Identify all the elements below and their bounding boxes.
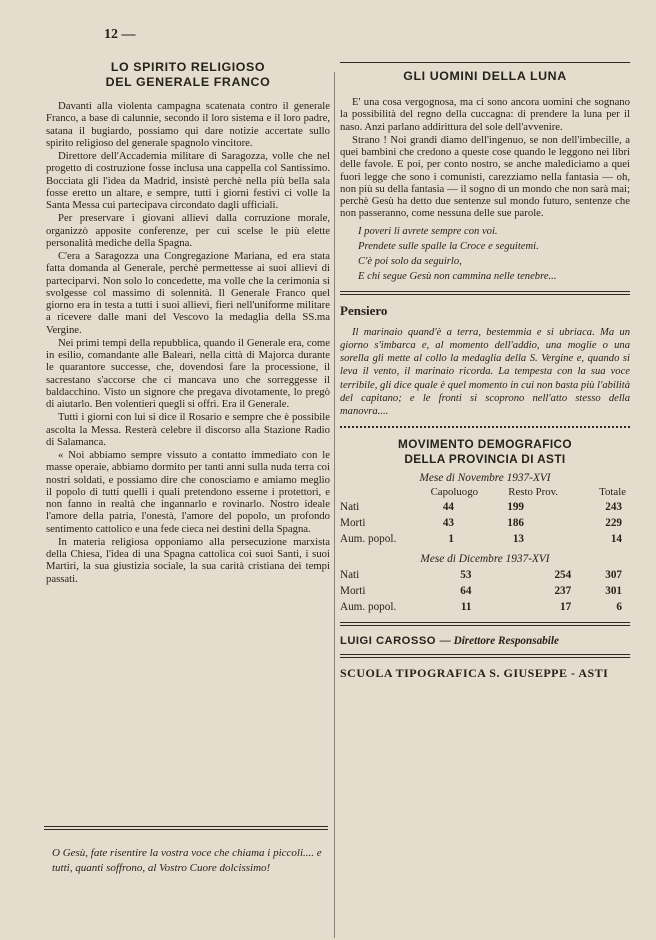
article-paragraph: In materia religiosa opponiamo alla persecuzione marxista della Chiesa, l'idea di una Spagna cattolica coi suoi Santi, i suoi Martiri, la sua giustizia sociale, la sua carità cristiana dei tempi passati.: [46, 535, 330, 585]
pensiero-heading: Pensiero: [340, 302, 388, 318]
page-number: 12 —: [104, 27, 136, 42]
table-header-row: [340, 484, 626, 499]
month-label: Mese di Dicembre 1937-XVI: [420, 552, 550, 565]
column-header: Capoluogo: [430, 485, 478, 498]
verse-line: I poveri li avrete sempre con voi.: [358, 225, 498, 237]
table-row: [340, 499, 626, 515]
demographic-title-line1: MOVIMENTO DEMOGRAFICO: [398, 437, 572, 452]
article-spirito-religioso: [46, 60, 330, 585]
cell-totale: 243: [605, 501, 622, 513]
cell-capoluogo: 11: [460, 600, 472, 613]
row-label: Nati: [340, 501, 360, 513]
article-title: GLI UOMINI DELLA LUNA: [403, 69, 567, 83]
article-uomini-luna: [340, 60, 630, 681]
cell-resto: 13: [512, 532, 524, 545]
column-divider: [334, 72, 335, 938]
section-rule: [340, 291, 630, 295]
verse-line: Prendete sulle spalle la Croce e seguitemi.: [358, 240, 539, 252]
cell-resto: 254: [554, 569, 572, 582]
article-paragraph: « Noi abbiamo sempre vissuto a contatto immediato con le masse operaie, abbiamo dormito per tanti anni sulla nuda terra coi nostri soldati, e possiamo dire che conosciamo e amiamo meglio il popolo di tutti quelli i quali pretendono esserne i protettori, e non fanno in realtà che ingannarlo e rovinarlo. Nostro ideale l'amore della patria, l'onestà, l'amore del popolo, un profondo sentimento cattolico e una fede cieca nei destini della Spagna.: [46, 449, 330, 535]
row-label: Aum. popol.: [340, 600, 397, 613]
demographic-table-december: [340, 568, 626, 615]
article-paragraph: Davanti alla violenta campagna scatenata contro il generale Franco, a base di calunnie, secondo il loro sistema e il loro padre, satana il bugiardo, possiamo qui dare notizie accertate sullo spirito religioso del generale spagnolo vincitore.: [46, 100, 330, 149]
column-header: Resto Prov.: [508, 485, 558, 498]
article-paragraph: Direttore dell'Accademia militare di Saragozza, volle che nel progetto di costruzione fosse inclusa una cappella col Santissimo. Bocciata gli l'idea da Madrid, insistè perchè nella più bella sala fosse eretto un altare, e sempre, tutti i giorni festivi ci volle la Santa Messa cui partecipava circondato dagli ufficiali.: [46, 150, 330, 211]
table-row: [340, 515, 626, 531]
article-paragraph: Tutti i giorni con lui si dice il Rosario e sempre che è possibile ascolta la Messa. Resterà celebre il discorso alla Stazione Radio di Salamanca.: [46, 411, 330, 448]
column-header: Totale: [599, 485, 626, 498]
verse-line: E chi segue Gesù non cammina nelle tenebre...: [358, 271, 557, 283]
cell-capoluogo: 44: [442, 501, 454, 513]
article-title-line1: LO SPIRITO RELIGIOSO: [110, 60, 266, 74]
cell-capoluogo: 1: [448, 532, 454, 545]
closing-quote: O Gesù, fate risentire la vostra voce che chiama i piccoli.... e tutti, quanti soffrono, al Vostro Cuore dolcissimo!: [52, 847, 322, 874]
month-label: Mese di Novembre 1937-XVI: [419, 472, 551, 485]
director-line: [340, 635, 630, 647]
cell-resto: 199: [507, 501, 524, 513]
cell-resto: 237: [554, 585, 572, 598]
cell-totale: 14: [610, 532, 622, 545]
article-paragraph: E' una cosa vergognosa, ma ci sono ancora uomini che sognano la possibilità del regno della cuccagna: di prendere la luna per il naso. Anzi parlano addirittura del sole dell'avvenire.: [340, 96, 630, 133]
section-rule: [340, 426, 630, 428]
table-row: [340, 599, 626, 615]
demographic-title-line2: DELLA PROVINCIA DI ASTI: [404, 452, 566, 467]
right-top-rule: [340, 62, 630, 63]
table-row: [340, 531, 626, 547]
cell-capoluogo: 64: [460, 585, 472, 598]
article-paragraph: C'era a Saragozza una Congregazione Mariana, ed era stata fatta domanda al Generale, perchè permettesse ai suoi allievi di parteciparvi. Non solo lo concedette, ma volle che la cerimonia si svolgesse col massimo di solennità. Il Generale Franco quel giorno era in testa a tutti i suoi allievi, fieri nell'uniforme militare a ricevere dalle mani del Vescovo la medaglia della SS.ma Vergine.: [46, 250, 330, 336]
director-name: LUIGI CAROSSO: [340, 634, 437, 647]
cell-resto: 186: [507, 516, 524, 529]
pensiero-text: Il marinaio quand'è a terra, bestemmia e si ubriaca. Ma un giorno s'imbarca e, al momento dell'addio, una moglie o una sorella gli mette al collo la medaglia della S. Vergine e, quando si leva il vento, il marinaio ricorda. La tempesta con la sua voce terribile, gli dice quale è quel momento in cui non basta più l'abilità del capitano; e le fronti si scoprono nell'atto stesso della manovra....: [340, 326, 630, 417]
cell-totale: 307: [605, 569, 622, 582]
row-label: Aum. popol.: [340, 532, 397, 545]
verse-line: C'è poi solo da seguirlo,: [358, 256, 462, 268]
article-paragraph: Nei primi tempi della repubblica, quando il Generale era, come in esilio, comandante alle Baleari, nella città di Majorca durante le quarantore successe, che, dovendosi fare la processione, il sacrestano s'accorse che ci mancava uno che sorreggesse il baldacchino. Visto un signore che pregava divotamente, lo pregò di aiutarlo. Ben volentieri quegli si offrì. Era il Generale.: [46, 336, 330, 410]
article-paragraph: Strano ! Noi grandi diamo dell'ingenuo, se non dell'imbecille, a quei bambini che credono a queste cose quando le leggono nei libri delle favole. E poi, per conto nostro, se anche malediciamo a quei fuori legge che sono i comunisti, carezziamo nella fantasia — oh, non più su della fantasia — il sogno di un mondo che non sarà mai; perchè Gesù ha detto due sentenze sul mondo futuro, sentenze che non passeranno, come nessuna delle sue parole.: [340, 133, 630, 220]
left-bottom-rule: [44, 826, 328, 830]
table-row: [340, 583, 626, 599]
article-paragraph: Per preservare i giovani allievi dalla corruzione morale, organizzò apposite conferenze, per cui scelse le più elette personalità mediche della Spagna.: [46, 212, 330, 249]
cell-totale: 6: [616, 600, 622, 613]
cell-capoluogo: 43: [442, 516, 454, 529]
section-rule: [340, 622, 630, 626]
director-role: — Direttore Responsabile: [439, 634, 559, 647]
demographic-table-november: [340, 484, 626, 546]
printer-line: SCUOLA TIPOGRAFICA S. GIUSEPPE - ASTI: [340, 665, 609, 680]
row-label: Morti: [340, 516, 366, 529]
cell-capoluogo: 53: [460, 569, 472, 582]
cell-totale: 301: [605, 585, 622, 598]
table-row: [340, 568, 626, 584]
row-label: Morti: [340, 585, 366, 598]
cell-resto: 17: [560, 600, 572, 613]
article-title-line2: DEL GENERALE FRANCO: [105, 75, 271, 89]
row-label: Nati: [340, 569, 360, 582]
section-rule: [340, 654, 630, 658]
cell-totale: 229: [605, 516, 622, 529]
verse-block: [358, 224, 630, 285]
